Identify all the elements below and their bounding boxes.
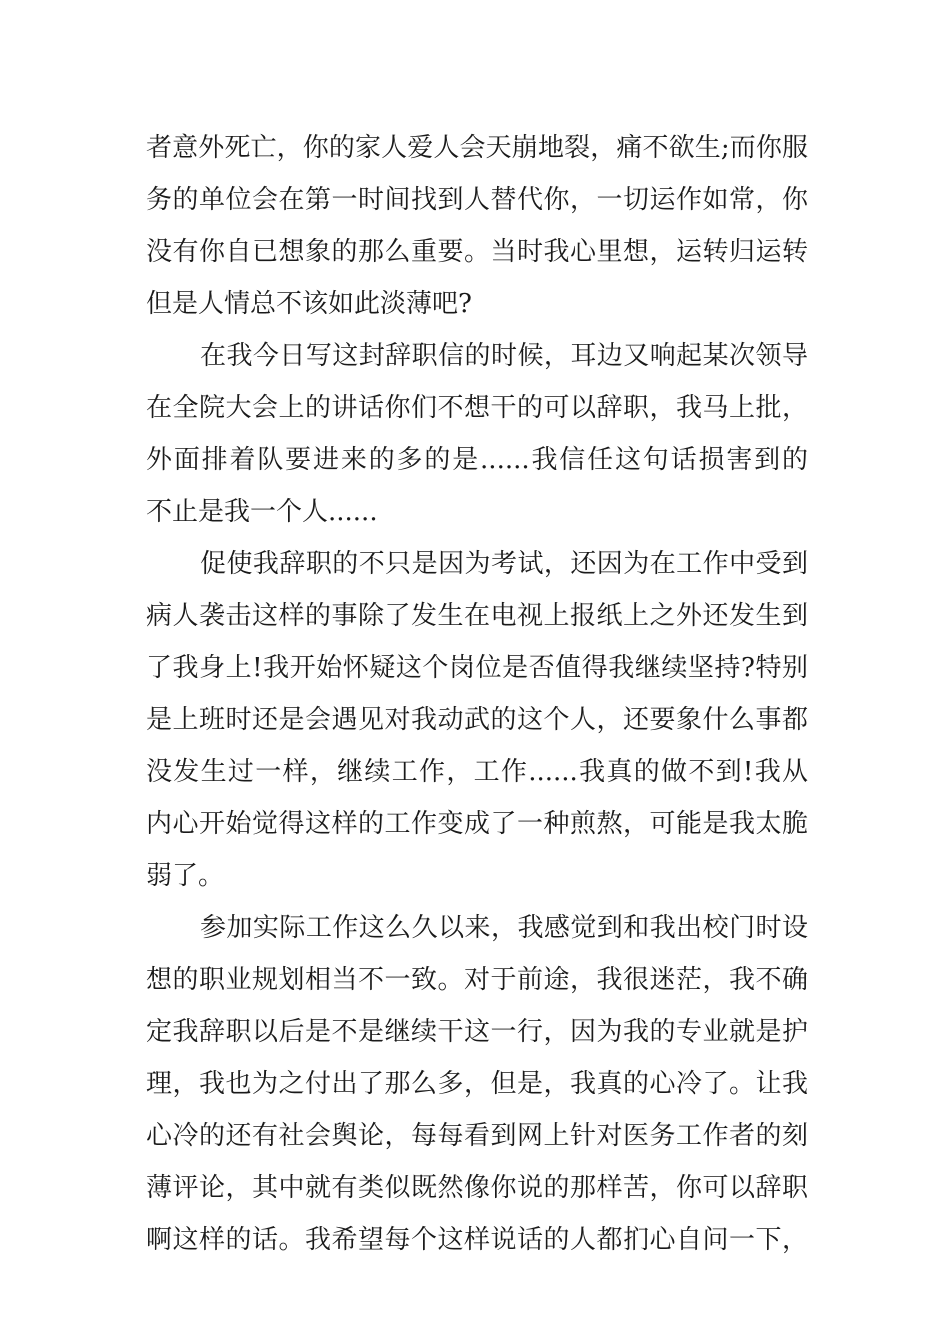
text-line: 薄评论，其中就有类似既然像你说的那样苦，你可以辞职	[146, 1173, 808, 1203]
text-line: 了我身上!我开始怀疑这个岗位是否值得我继续坚持?特别	[146, 653, 808, 683]
text-line: 内心开始觉得这样的工作变成了一种煎熬，可能是我太脆	[146, 809, 808, 839]
text-line: 但是人情总不该如此淡薄吧?	[146, 289, 472, 319]
text-line: 外面排着队要进来的多的是......我信任这句话损害到的	[146, 445, 808, 475]
text-line: 想的职业规划相当不一致。对于前途，我很迷茫，我不确	[146, 965, 808, 995]
text-line: 没有你自已想象的那么重要。当时我心里想，运转归运转	[146, 237, 808, 267]
text-line: 心冷的还有社会舆论，每每看到网上针对医务工作者的刻	[146, 1121, 808, 1151]
text-line: 弱了。	[146, 861, 225, 891]
text-line: 病人袭击这样的事除了发生在电视上报纸上之外还发生到	[146, 601, 808, 631]
text-line: 者意外死亡，你的家人爱人会天崩地裂，痛不欲生;而你服	[146, 133, 808, 163]
text-line: 是上班时还是会遇见对我动武的这个人，还要象什么事都	[146, 705, 808, 735]
paragraph-first-line: 在我今日写这封辞职信的时候，耳边又响起某次领导	[200, 341, 808, 371]
text-line: 理，我也为之付出了那么多，但是，我真的心冷了。让我	[146, 1069, 808, 1099]
text-line: 没发生过一样，继续工作，工作......我真的做不到!我从	[146, 757, 808, 787]
text-line: 务的单位会在第一时间找到人替代你，一切运作如常，你	[146, 185, 808, 215]
paragraph-first-line: 参加实际工作这么久以来，我感觉到和我出校门时设	[200, 913, 808, 943]
text-line: 不止是我一个人......	[146, 497, 378, 527]
text-line: 在全院大会上的讲话你们不想干的可以辞职，我马上批，	[146, 393, 808, 423]
paragraph-first-line: 促使我辞职的不只是因为考试，还因为在工作中受到	[200, 549, 808, 579]
text-line: 定我辞职以后是不是继续干这一行，因为我的专业就是护	[146, 1017, 808, 1047]
text-line: 啊这样的话。我希望每个这样说话的人都扪心自问一下，	[146, 1225, 808, 1255]
